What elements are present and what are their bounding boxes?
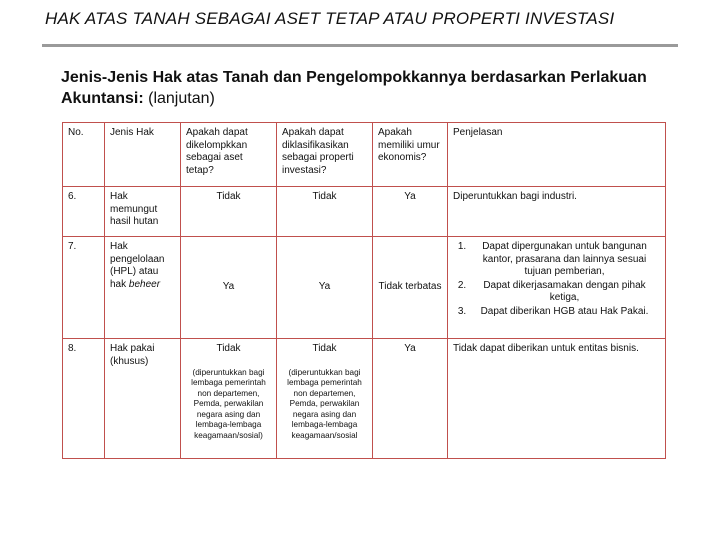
cell-jenis-hak: Hak pakai (khusus): [105, 339, 181, 459]
properti-note: (diperuntukkan bagi lembaga pemerintah non departemen, Pemda, perwakilan negara asing dan lembaga-lembaga keagamaan/sosial: [287, 367, 362, 440]
cell-penjelasan: Tidak dapat diberikan untuk entitas bisnis.: [448, 339, 666, 459]
list-item: 1. Dapat dipergunakan untuk bangunan kantor, prasarana dan lainnya sesuai tujuan pemberian,: [469, 241, 660, 279]
header-properti-investasi: Apakah dapat diklasifikasikan sebagai properti investasi?: [277, 123, 373, 187]
jenis-hak-italic: beheer: [128, 278, 161, 290]
cell-penjelasan: [448, 237, 666, 339]
cell-no: 8.: [63, 339, 105, 459]
cell-umur-ekonomis: Tidak terbatas: [373, 237, 448, 339]
cell-aset-tetap: Ya: [181, 237, 277, 339]
subtitle-continuation: (lanjutan): [143, 90, 215, 107]
title-underline: [42, 44, 678, 47]
header-penjelasan: Penjelasan: [448, 123, 666, 187]
cell-no: 6.: [63, 187, 105, 237]
cell-aset-tetap: [181, 339, 277, 459]
table-row: [63, 339, 666, 459]
land-rights-table: [62, 122, 666, 459]
table-row: [63, 237, 666, 339]
cell-properti-investasi: Tidak: [277, 187, 373, 237]
cell-no: 7.: [63, 237, 105, 339]
table-row: [63, 187, 666, 237]
jenis-hak-text: Hak pengelolaan (HPL) atau hak: [110, 241, 165, 290]
table-header-row: [63, 123, 666, 187]
header-jenis-hak: Jenis Hak: [105, 123, 181, 187]
list-item: 2. Dapat dikerjasamakan dengan pihak ketiga,: [469, 280, 660, 305]
cell-properti-investasi: [277, 339, 373, 459]
cell-umur-ekonomis: Ya: [373, 339, 448, 459]
properti-value: Tidak: [312, 343, 337, 354]
list-item: 3. Dapat diberikan HGB atau Hak Pakai.: [469, 306, 660, 319]
aset-tetap-note: (diperuntukkan bagi lembaga pemerintah non departemen, Pemda, perwakilan negara asing dan lembaga-lembaga keagamaan/sosial): [191, 367, 266, 440]
cell-jenis-hak: Hak memungut hasil hutan: [105, 187, 181, 237]
cell-aset-tetap: Tidak: [181, 187, 277, 237]
slide-title: HAK ATAS TANAH SEBAGAI ASET TETAP ATAU PROPERTI INVESTASI: [45, 9, 615, 28]
cell-penjelasan: Diperuntukkan bagi industri.: [448, 187, 666, 237]
cell-properti-investasi: Ya: [277, 237, 373, 339]
slide-subtitle: [61, 67, 673, 109]
subtitle-bold-text: Jenis-Jenis Hak atas Tanah dan Pengelompokkannya berdasarkan Perlakuan Akuntansi:: [61, 69, 647, 107]
header-aset-tetap: Apakah dapat dikelompkkan sebagai aset tetap?: [181, 123, 277, 187]
header-no: No.: [63, 123, 105, 187]
aset-tetap-value: Tidak: [216, 343, 241, 354]
cell-umur-ekonomis: Ya: [373, 187, 448, 237]
penjelasan-list: [453, 241, 660, 318]
header-umur-ekonomis: Apakah memiliki umur ekonomis?: [373, 123, 448, 187]
cell-jenis-hak: [105, 237, 181, 339]
